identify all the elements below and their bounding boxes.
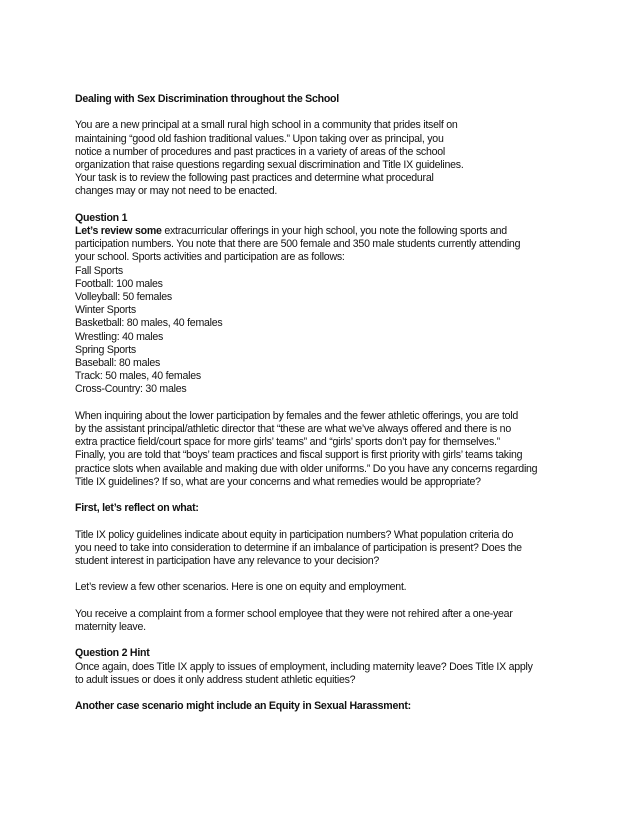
question-2-heading: Question 2 Hint bbox=[75, 647, 150, 660]
spacer bbox=[75, 634, 575, 647]
inquiry-line: Finally, you are told that “boys’ team practices and fiscal support is first priority with girls’ teams taking bbox=[75, 449, 523, 462]
document-title: Dealing with Sex Discrimination throughout the School bbox=[75, 93, 339, 105]
question-2-line: Once again, does Title IX apply to issues of employment, including maternity leave? Does Title IX apply bbox=[75, 660, 533, 673]
sports-category: Fall Sports bbox=[75, 264, 123, 277]
spacer bbox=[75, 489, 575, 502]
intro-paragraph bbox=[75, 119, 575, 198]
intro-line: notice a number of procedures and past practices in a variety of areas of the school bbox=[75, 145, 446, 158]
spacer bbox=[75, 595, 575, 608]
spacer bbox=[75, 397, 575, 410]
inquiry-line: extra practice field/court space for more girls’ teams” and “girls’ sports don’t pay for themselves.” bbox=[75, 436, 500, 449]
spacer bbox=[75, 199, 575, 212]
reflect-line: Title IX policy guidelines indicate about equity in participation numbers? What population criteria do bbox=[75, 528, 514, 541]
complaint-paragraph bbox=[75, 608, 575, 634]
spacer bbox=[75, 568, 575, 581]
question-1-line bbox=[75, 225, 575, 238]
inquiry-line: practice slots when available and making due with older uniforms.” Do you have any concerns regarding bbox=[75, 462, 538, 475]
document-page bbox=[75, 93, 575, 713]
complaint-line: You receive a complaint from a former school employee that they were not rehired after a one-year bbox=[75, 607, 513, 620]
intro-line: changes may or may not need to be enacted. bbox=[75, 185, 278, 198]
question-2-line: to adult issues or does it only address student athletic equities? bbox=[75, 673, 356, 686]
question-1-line: your school. Sports activities and participation are as follows: bbox=[75, 251, 345, 264]
question-1-section bbox=[75, 212, 575, 397]
intro-line: organization that raise questions regarding sexual discrimination and Title IX guidelines. bbox=[75, 159, 464, 171]
question-1-lead: Let’s review some bbox=[75, 225, 162, 237]
sports-item: Football: 100 males bbox=[75, 277, 163, 290]
reflect-paragraph bbox=[75, 529, 575, 569]
spacer bbox=[75, 687, 575, 700]
question-1-lead-rest: extracurricular offerings in your high school, you note the following sports and bbox=[161, 225, 507, 237]
intro-line: maintaining “good old fashion traditional values.” Upon taking over as principal, you bbox=[75, 132, 444, 145]
sports-item: Basketball: 80 males, 40 females bbox=[75, 317, 223, 330]
intro-line: You are a new principal at a small rural high school in a community that prides itself on bbox=[75, 119, 458, 132]
inquiry-paragraph bbox=[75, 410, 575, 489]
reflect-line: you need to take into consideration to determine if an imbalance of participation is present? Does the bbox=[75, 541, 522, 554]
sports-item: Wrestling: 40 males bbox=[75, 330, 164, 343]
intro-line: Your task is to review the following past practices and determine what procedural bbox=[75, 172, 434, 185]
inquiry-line: Title IX guidelines? If so, what are your concerns and what remedies would be appropriate? bbox=[75, 475, 481, 488]
spacer bbox=[75, 106, 575, 119]
spacer bbox=[75, 515, 575, 528]
question-2-section bbox=[75, 647, 575, 687]
reflect-heading: First, let’s reflect on what: bbox=[75, 502, 199, 515]
sports-category: Spring Sports bbox=[75, 343, 136, 356]
sports-item: Track: 50 males, 40 females bbox=[75, 370, 201, 383]
sports-item: Cross-Country: 30 males bbox=[75, 383, 187, 396]
inquiry-line: by the assistant principal/athletic director that “these are what we’ve always offered and there is no bbox=[75, 423, 511, 436]
final-heading: Another case scenario might include an Equity in Sexual Harassment: bbox=[75, 700, 411, 713]
sports-item: Volleyball: 50 females bbox=[75, 291, 172, 304]
sports-category: Winter Sports bbox=[75, 304, 136, 317]
complaint-line: maternity leave. bbox=[75, 621, 146, 634]
scenario-intro: Let’s review a few other scenarios. Here is one on equity and employment. bbox=[75, 581, 407, 594]
reflect-line: student interest in participation have any relevance to your decision? bbox=[75, 555, 380, 568]
question-1-heading: Question 1 bbox=[75, 211, 128, 224]
inquiry-line: When inquiring about the lower participation by females and the fewer athletic offerings, you are told bbox=[75, 409, 519, 422]
sports-item: Baseball: 80 males bbox=[75, 357, 161, 370]
question-1-line: participation numbers. You note that there are 500 female and 350 male students currently attending bbox=[75, 238, 521, 251]
